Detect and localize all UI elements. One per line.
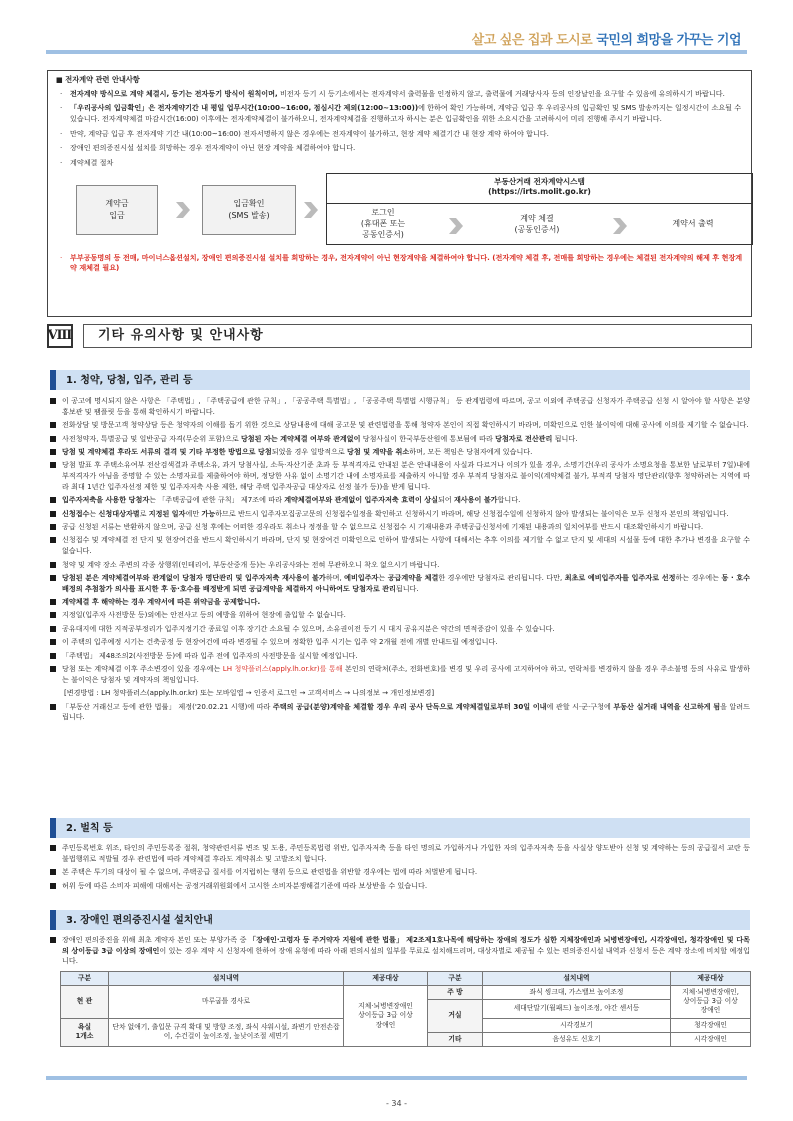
body-paragraph xyxy=(50,702,750,723)
table-cell: 기타 xyxy=(428,1032,483,1046)
paragraph-text: 신청접수는 신청대상자별로 지정된 일자에만 가능하므로 반드시 입주자모집공고문의 신청접수일정을 확인하고 신청하시기 바라며, 해당 신청접수일에 신청하지 않아 발생되는 불이익은 모두 신청자 본인의 책임입니다. xyxy=(62,508,729,518)
header-rule xyxy=(46,50,747,54)
notice-title: ■ 전자계약 관련 안내사항 xyxy=(56,75,140,84)
body-paragraph xyxy=(50,535,750,556)
square-bullet-icon xyxy=(50,612,56,618)
square-bullet-icon xyxy=(50,869,56,875)
notice-item: · 만약, 계약금 입금 후 전자계약 기간 내(10:00~16:00) 전자서명하지 않은 경우에는 전자계약이 불가하고, 현장 계약 체결기간 내 현장 계약 하여야 합니다. xyxy=(60,128,549,138)
table-header-cell: 제공대상 xyxy=(671,971,751,985)
flow-step-login: 로그인 (휴대폰 또는 공동인증서) xyxy=(360,208,406,240)
header-slogan xyxy=(472,31,741,51)
facility-table xyxy=(60,971,751,1047)
flow-step-print: 계약서 출력 xyxy=(672,219,714,229)
square-bullet-icon xyxy=(50,511,56,517)
notice-item-bold: 「우리공사의 입금확인」은 전자계약기간 내 평일 업무시간(10:00~16:00, 점심시간 제외(12:00~13:00)) xyxy=(70,103,419,113)
paragraph-text: 허위 등에 따른 소비자 피해에 대해서는 공정거래위원회에서 고시한 소비자분쟁해결기준에 따라 보상받을 수 있습니다. xyxy=(62,880,428,890)
notice-item-text: 비전자 등기 시 등기소에서는 전자계약서 출력물을 인정하지 않고, 출력물에 거래당사자 등의 인장날인을 요구할 수 있음에 유의하시기 바랍니다. xyxy=(277,88,725,98)
body-paragraph xyxy=(50,560,750,571)
square-bullet-icon xyxy=(50,537,56,543)
square-bullet-icon xyxy=(50,883,56,889)
table-cell: 지체·뇌병변장애인, 상이등급 3급 이상 장애인 xyxy=(671,986,751,1019)
table-row xyxy=(61,986,751,1000)
subsection-header xyxy=(50,370,750,390)
flow-step-deposit: 계약금 입금 xyxy=(76,185,158,235)
table-cell: 시각경보기 xyxy=(483,1018,671,1032)
square-bullet-icon xyxy=(50,666,56,672)
body-paragraph xyxy=(50,843,750,864)
table-cell: 시각장애인 xyxy=(671,1032,751,1046)
square-bullet-icon xyxy=(50,704,56,710)
paragraph-text: 청약 및 계약 장소 주변의 각종 상행위(인테리어, 부동산중개 등)는 우리공사와는 전혀 무관하오니 착오 없으시기 바랍니다. xyxy=(62,559,440,569)
flow-step-sign: 계약 체결 (공동인증서) xyxy=(514,213,560,234)
subsection-title: 2. 벌칙 등 xyxy=(66,822,113,834)
chevron-right-icon xyxy=(449,218,463,234)
notice-item-bold: 전자계약 방식으로 계약 체결시, 등기는 전자등기 방식이 원칙이며, xyxy=(70,88,278,98)
table-header-cell: 제공대상 xyxy=(344,971,428,985)
table-cell: 마루굽틀 경사로 xyxy=(109,986,344,1019)
square-bullet-icon xyxy=(50,599,56,605)
paragraph-text: 이 공고에 명시되지 않은 사항은 「주택법」, 「주택공급에 관한 규칙」, 「공공주택 특별법」, 「공공주택 특별법 시행규칙」 등 관계법령에 따르며, 공고 이외에 주택공급 신청자가 주택공급 신청 시 알아야 할 사항은 분양홍보관 및 팸플릿 등을 통해 확인하시기 바랍니다. xyxy=(62,396,750,416)
paragraph-text: 사전청약자, 특별공급 및 일반공급 자격(무순위 포함)으로 당첨된 자는 계약체결 여부와 관계없이 당첨사실이 한국부동산원에 통보됨에 따라 당첨자로 전산관리 됩니다. xyxy=(62,433,578,443)
section-title: 기타 유의사항 및 안내사항 xyxy=(83,324,752,348)
body-paragraph xyxy=(50,881,750,892)
paragraph-text: 본 주택은 투기의 대상이 될 수 없으며, 주택공급 질서를 어지럽히는 행위 등으로 관련법을 위반할 경우에는 법에 따라 처벌받게 됩니다. xyxy=(62,867,478,877)
square-bullet-icon xyxy=(50,497,56,503)
paragraph-text: 「주택법」 제48조의2(사전방문 등)에 따라 입주 전에 입주자의 사전방문을 실시할 예정입니다. xyxy=(62,650,358,660)
subsection-body xyxy=(50,396,750,726)
square-bullet-icon xyxy=(50,626,56,632)
subsection-header xyxy=(50,910,750,930)
table-header-cell: 설치내역 xyxy=(109,971,344,985)
table-header-row xyxy=(61,971,751,985)
square-bullet-icon xyxy=(50,422,56,428)
table-header-cell: 구분 xyxy=(428,971,483,985)
system-title: 부동산거래 전자계약시스템 (https://irts.molit.go.kr) xyxy=(488,176,591,196)
body-paragraph xyxy=(50,573,750,594)
paragraph-text: 주민등록번호 위조, 타인의 주민등록증 절취, 청약관련서류 변조 및 도용, 주민등록법령 위반, 입주자저축 등을 타인 명의로 가입하거나 가입한 자의 입주자저축 등을 사실상 양도받아 신청 및 계약하는 등의 공급질서 교란 등 불법행위로 적발될 경우 관련법에 따라 계약체결 후라도 계약취소 및 고발조치 합니다. xyxy=(62,843,750,863)
paragraph-text: 계약체결 후 해약하는 경우 계약서에 따른 위약금을 공제합니다. xyxy=(62,597,261,607)
chevron-right-icon xyxy=(304,202,318,218)
body-paragraph xyxy=(50,597,750,608)
square-bullet-icon xyxy=(50,575,56,581)
notice-item-text: 만약, 계약금 입금 후 전자계약 기간 내(10:00~16:00) 전자서명하지 않은 경우에는 전자계약이 불가하고, 현장 계약 체결기간 내 현장 계약 하여야 합니다. xyxy=(70,128,549,138)
body-paragraph xyxy=(50,935,750,967)
paragraph-text: 당첨 및 계약체결 후라도 서류의 결격 및 기타 부정한 방법으로 당첨되었을 경우 일방적으로 당첨 및 계약을 취소하며, 모든 책임은 당첨자에게 있습니다. xyxy=(62,446,533,456)
body-paragraph xyxy=(50,420,750,431)
notice-item: · 장애인 편의증진시설 설치를 희망하는 경우 전자계약이 아닌 현장 계약을 체결하여야 합니다. xyxy=(60,143,356,153)
table-cell: 세대단말기(월패드) 높이조정, 야간 센서등 xyxy=(483,1000,671,1018)
chevron-right-icon xyxy=(613,218,627,234)
body-paragraph xyxy=(50,495,750,506)
notice-warning-text: 부부공동명의 등 전매, 마이너스옵션설치, 장애인 편의증진시설 설치를 희망하는 경우, 전자계약이 아닌 현장계약을 체결하여야 합니다. (전자계약 체결 후, 전매를 희망하는 경우에는 체결된 전자계약의 해제 후 현장계약 재체결 필요) xyxy=(70,252,743,273)
chevron-right-icon xyxy=(176,202,190,218)
slogan-part-a: 살고 싶은 집과 도시로 xyxy=(471,33,593,48)
indent-line: [변경방법 : LH 청약플러스(apply.lh.or.kr) 또는 모바일앱 → 인증서 로그인 → 고객서비스 → 나의정보 → 개인정보변경] xyxy=(64,688,435,698)
paragraph-text: 공급 신청된 서류는 반환하지 않으며, 공급 신청 후에는 어떠한 경우라도 취소나 정정을 할 수 없으므로 신청접수 시 기재내용과 주택공급신청서에 기재된 내용과의 일치여부를 반드시 대조확인하시기 바랍니다. xyxy=(62,521,704,531)
paragraph-text: 공유대지에 대한 지적공부정리가 입주지정기간 종료일 이후 장기간 소요될 수 있으며, 소유권이전 등기 시 대지 공유지분은 약간의 면적증감이 있을 수 있습니다. xyxy=(62,623,555,633)
section-header xyxy=(47,324,752,348)
footer-rule xyxy=(46,1076,747,1080)
body-paragraph xyxy=(50,522,750,533)
square-bullet-icon xyxy=(50,524,56,530)
square-bullet-icon xyxy=(50,639,56,645)
body-paragraph xyxy=(50,460,750,492)
section-number: Ⅷ xyxy=(47,324,73,348)
notice-item: · 「우리공사의 입금확인」은 전자계약기간 내 평일 업무시간(10:00~16:00, 점심시간 제외(12:00~13:00))에 한하여 확인 가능하며, 계약금 입금 후 우리공사의 입금확인 및 SMS 발송까지는 일정시간이 소요될 수 있습니다. 전자계약체결 마감시간(16:00) 이후에는 전자계약체결이 불가하오니, 전자계약체결을 진행하고자 하시는 분은 입금확인을 위한 소요시간을 고려하시어 미리 진행해 주시기 바랍니다. xyxy=(60,103,742,124)
body-paragraph xyxy=(50,434,750,445)
table-cell: 현 관 xyxy=(61,986,109,1019)
square-bullet-icon xyxy=(50,653,56,659)
subsection-title: 3. 장애인 편의증진시설 설치안내 xyxy=(66,914,213,926)
square-bullet-icon xyxy=(50,449,56,455)
subsection-title: 1. 청약, 당첨, 입주, 관리 등 xyxy=(66,374,193,386)
notice-item-text: 장애인 편의증진시설 설치를 희망하는 경우 전자계약이 아닌 현장 계약을 체결하여야 합니다. xyxy=(70,143,356,153)
subsection-body xyxy=(50,843,750,894)
table-cell: 청각장애인 xyxy=(671,1018,751,1032)
square-bullet-icon xyxy=(50,462,56,468)
paragraph-text: 당첨된 분은 계약체결여부와 관계없이 당첨자 명단관리 및 입주자저축 재사용이 불가하며, 예비입주자는 공급계약을 체결한 경우에만 당첨자로 관리됩니다. 다만, 최초로 예비입주자를 입주자로 선정하는 경우에는 동 · 호수 배정의 추첨참가 의사를 표시한 후 동·호수를 배정받게 되면 공급계약을 체결하지 아니하여도 당첨자로 관리됩니다. xyxy=(62,572,750,593)
flow-step-confirm: 입금확인 (SMS 발송) xyxy=(202,185,296,235)
body-paragraph xyxy=(50,637,750,648)
table-header-cell: 설치내역 xyxy=(483,971,671,985)
table-header-cell: 구분 xyxy=(61,971,109,985)
paragraph-text: 장애인 편의증진을 위해 최초 계약자 본인 또는 부양가족 중 「장애인·고령자 등 주거약자 지원에 관한 법률」 제2조제1호나목에 해당하는 장애의 정도가 심한 지체장애인과 뇌병변장애인, 시각장애인, 청각장애인 및 다목의 상이등급 3급 이상의 장애인이 있는 경우 계약 시 신청자에 한하여 장애 유형에 따라 아래 편의시설의 일부를 무료로 설치해드리며, 대상자별로 제공될 수 있는 편의증진시설 내역과 신청서 등은 계약 장소에 비치할 예정입니다. xyxy=(62,935,750,966)
table-cell: 거실 xyxy=(428,1000,483,1033)
paragraph-text: 지정일(입주자 사전방문 등)외에는 안전사고 등의 예방을 위하여 현장에 출입할 수 없습니다. xyxy=(62,610,346,620)
paragraph-text: 당첨 또는 계약체결 이후 주소변경이 있을 경우에는 LH 청약플러스(apply.lh.or.kr)를 통해 본인의 연락처(주소, 전화번호)를 변경 및 우리 공사에 고지하여야 하고, 연락처를 변경하지 않을 경우 주소불명 등의 사유로 발생하는 불이익은 당첨자 및 계약자의 책임입니다. xyxy=(62,664,750,684)
notice-item-text: 계약체결 절차 xyxy=(70,158,114,167)
body-paragraph xyxy=(50,651,750,662)
paragraph-text: 당첨 발표 후 주택소유여부 전산검색결과 주택소유, 과거 당첨사실, 소득·자산기준 초과 등 부적격자로 안내된 분은 안내내용이 사실과 다르거나 이의가 있을 경우, 소명기간(우리 공사가 소명요청을 통보한 날로부터 7일)내에 부적격자가 아님을 증명할 수 있는 소명자료를 제출하여야 하며, 정당한 사유 없이 소명기간 내에 소명자료를 제출하지 아니할 경우 부적격 당첨자로 불이익(계약체결 불가, 부적격 당첨자 명단관리(향후 청약하려는 지역에 따라 최대 1년간 입주자선정 제한 및 입주자저축 사용 제한, 해당 주택 입주자공급 대상자로 선정 불가 등))을 받게 됩니다. xyxy=(62,460,750,491)
body-paragraph xyxy=(50,447,750,458)
body-paragraph xyxy=(50,624,750,635)
paragraph-text: 이 주택의 입주예정 시기는 건축공정 등 현장여건에 따라 변경될 수 있으며 정확한 입주 시기는 입주 약 2개월 전에 개별 안내드릴 예정입니다. xyxy=(62,637,498,647)
notice-warning: · 부부공동명의 등 전매, 마이너스옵션설치, 장애인 편의증진시설 설치를 희망하는 경우, 전자계약이 아닌 현장계약을 체결하여야 합니다. (전자계약 체결 후, 전매를 희망하는 경우에는 체결된 전자계약의 해제 후 현장계약 재체결 필요) xyxy=(60,252,743,273)
table-cell: 욕실 1개소 xyxy=(61,1018,109,1046)
body-paragraph xyxy=(50,509,750,520)
subsection-body xyxy=(50,935,750,1047)
table-cell: 단차 없애기, 출입문 규격 확대 및 방향 조정, 좌식 샤워시설, 좌변기 안전손잡이, 수건걸이 높이조정, 높낮이조절 세면기 xyxy=(109,1018,344,1046)
table-cell: 주 방 xyxy=(428,986,483,1000)
page-number: - 34 - xyxy=(385,1099,408,1108)
table-cell: 지체·뇌병변장애인 상이등급 3급 이상 장애인 xyxy=(344,986,428,1047)
paragraph-text: 신청접수 및 계약체결 전 단지 및 현장여건을 반드시 확인하시기 바라며, 단지 및 현장여건 미확인으로 인하여 발생되는 사항에 대해서는 추후 이의를 제기할 수 없고 단지 및 세대의 시설물 등에 대한 추가나 변경을 요구할 수 없습니다. xyxy=(62,535,750,556)
body-paragraph xyxy=(50,396,750,417)
square-bullet-icon xyxy=(50,436,56,442)
notice-item: · 계약체결 절차 xyxy=(60,158,114,167)
paragraph-text: 「부동산 거래신고 등에 관한 법률」 제정('20.02.21 시행)에 따라 주택의 공급(분양)계약을 체결할 경우 우리 공사 단독으로 계약체결일로부터 30일 이내에 관할 시·군·구청에 부동산 실거래 내역을 신고하게 됨을 알려드립니다. xyxy=(62,701,750,722)
table-cell: 음성유도 신호기 xyxy=(483,1032,671,1046)
e-contract-notice-box xyxy=(47,70,752,317)
paragraph-text: 입주자저축을 사용한 당첨자는 「주택공급에 관한 규칙」 제7조에 따라 계약체결여부와 관계없이 입주자저축 효력이 상실되어 재사용이 불가합니다. xyxy=(62,495,521,505)
subsection-header xyxy=(50,818,750,838)
e-contract-system-box xyxy=(326,173,753,245)
body-paragraph xyxy=(50,610,750,621)
notice-item: · 전자계약 방식으로 계약 체결시, 등기는 전자등기 방식이 원칙이며, 비전자 등기 시 등기소에서는 전자계약서 출력물을 인정하지 않고, 출력물에 거래당사자 등의 인장날인을 요구할 수 있음에 유의하시기 바랍니다. xyxy=(60,88,725,98)
square-bullet-icon xyxy=(50,562,56,568)
notice-item-text: 에 한하여 확인 가능하며, 계약금 입금 후 우리공사의 입금확인 및 SMS 발송까지는 일정시간이 소요될 수 있습니다. 전자계약체결 마감시간(16:00) 이후에는 전자계약체결이 불가하오니, 전자계약체결을 진행하고자 하시는 분은 입금확인을 위한 소요시간을 고려하시어 미리 진행해 주시기 바랍니다. xyxy=(70,103,742,124)
square-bullet-icon xyxy=(50,398,56,404)
slogan-part-b: 국민의 희망을 가꾸는 기업 xyxy=(596,33,741,48)
square-bullet-icon xyxy=(50,845,56,851)
table-cell: 좌식 씽크대, 가스밸브 높이조정 xyxy=(483,986,671,1000)
body-paragraph xyxy=(50,867,750,878)
paragraph-text: 전화상담 및 방문고객 청약상담 등은 청약자의 이해를 돕기 위한 것으로 상담내용에 대해 공고문 및 관련법령을 통해 청약자 본인이 직접 확인하시기 바라며, 미확인으로 인한 불이익에 대해 공사에 이의를 제기할 수 없습니다. xyxy=(62,420,749,430)
contract-flow-diagram xyxy=(56,173,743,247)
body-paragraph xyxy=(50,664,750,685)
